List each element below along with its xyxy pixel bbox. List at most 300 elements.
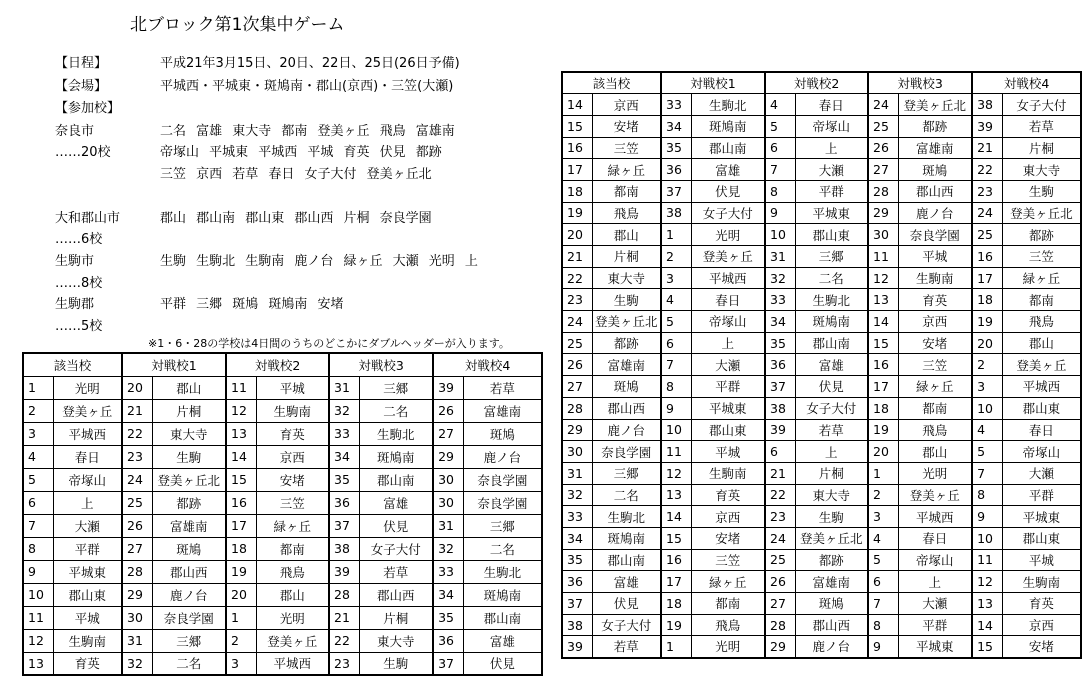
school-number: 20 xyxy=(562,224,592,246)
page-title: 北ブロック第1次集中ゲーム xyxy=(130,15,345,35)
school-number: 37 xyxy=(562,593,592,615)
school-number: 29 xyxy=(562,419,592,441)
school-name: 郡山南 xyxy=(463,606,542,629)
school-name: 富雄南 xyxy=(898,137,972,159)
school-name: 二名 xyxy=(463,537,542,560)
school-number: 28 xyxy=(562,397,592,419)
school-name: 春日 xyxy=(53,445,122,468)
table-row xyxy=(562,289,1081,311)
school-number: 4 xyxy=(661,289,691,311)
school-number: 31 xyxy=(765,246,795,268)
school-name: 登美ヶ丘 xyxy=(1002,354,1081,376)
school-name: 二名 xyxy=(152,652,226,675)
school-name: 平城西 xyxy=(256,652,329,675)
school-number: 28 xyxy=(765,614,795,636)
school-name: 生駒北 xyxy=(795,289,868,311)
school-name: 奈良学園 xyxy=(463,468,542,491)
school-name: 平城 xyxy=(691,441,765,463)
table-row xyxy=(562,224,1081,246)
school-name: 京西 xyxy=(1002,614,1081,636)
school-name: 光明 xyxy=(691,224,765,246)
school-name: 郡山東 xyxy=(691,419,765,441)
school-number: 6 xyxy=(23,491,53,514)
school-name: 東大寺 xyxy=(359,629,433,652)
school-number: 27 xyxy=(868,159,898,181)
school-number: 32 xyxy=(562,484,592,506)
school-number: 19 xyxy=(972,311,1002,333)
school-name: 生駒 xyxy=(592,289,661,311)
school-number: 10 xyxy=(972,527,1002,549)
school-name: 郡山 xyxy=(152,376,226,399)
school-number: 35 xyxy=(433,606,463,629)
matchup-table-right xyxy=(561,71,1082,659)
school-number: 7 xyxy=(23,514,53,537)
school-number: 28 xyxy=(868,180,898,202)
table-row xyxy=(562,354,1081,376)
school-number: 19 xyxy=(661,614,691,636)
school-name: 上 xyxy=(53,491,122,514)
venue-label: 【会場】 xyxy=(55,79,108,94)
school-name: 奈良学園 xyxy=(463,491,542,514)
school-number: 5 xyxy=(661,311,691,333)
school-name: 帝塚山 xyxy=(1002,441,1081,463)
school-name: 生駒南 xyxy=(256,399,329,422)
table-row xyxy=(562,462,1081,484)
school-name: 上 xyxy=(691,332,765,354)
school-number: 16 xyxy=(562,137,592,159)
school-name: 都跡 xyxy=(592,332,661,354)
table-row xyxy=(562,202,1081,224)
school-number: 14 xyxy=(562,94,592,116)
table-row xyxy=(23,491,542,514)
school-number: 35 xyxy=(329,468,359,491)
school-number: 34 xyxy=(562,527,592,549)
school-list-line: 帝塚山 平城東 平城西 平城 育英 伏見 都跡 xyxy=(160,145,442,160)
school-name: 平群 xyxy=(1002,484,1081,506)
school-number: 9 xyxy=(23,560,53,583)
school-name: 斑鳩 xyxy=(463,422,542,445)
school-number: 29 xyxy=(433,445,463,468)
schedule-value: 平成21年3月15日、20日、22日、25日(26日予備) xyxy=(160,56,460,71)
school-name: 平城 xyxy=(256,376,329,399)
school-number: 38 xyxy=(329,537,359,560)
school-name: 京西 xyxy=(592,94,661,116)
matchup-table-left xyxy=(22,352,543,676)
school-number: 32 xyxy=(329,399,359,422)
school-number: 7 xyxy=(765,159,795,181)
school-name: 緑ヶ丘 xyxy=(592,159,661,181)
school-name: 生駒北 xyxy=(359,422,433,445)
school-number: 4 xyxy=(868,527,898,549)
school-name: 飛鳥 xyxy=(691,614,765,636)
school-name: 若草 xyxy=(1002,115,1081,137)
table-row xyxy=(23,399,542,422)
school-number: 23 xyxy=(122,445,152,468)
school-name: 斑鳩 xyxy=(152,537,226,560)
school-name: 生駒 xyxy=(795,506,868,528)
school-name: 安堵 xyxy=(898,332,972,354)
school-name: 上 xyxy=(795,441,868,463)
school-name: 三笠 xyxy=(592,137,661,159)
school-number: 38 xyxy=(562,614,592,636)
school-name: 奈良学園 xyxy=(592,441,661,463)
school-number: 6 xyxy=(765,441,795,463)
school-name: 三笠 xyxy=(1002,246,1081,268)
school-name: 斑鳩南 xyxy=(795,311,868,333)
school-name: 平城西 xyxy=(898,506,972,528)
school-number: 25 xyxy=(765,549,795,571)
school-name: 大瀬 xyxy=(53,514,122,537)
school-name: 富雄南 xyxy=(592,354,661,376)
school-name: 鹿ノ台 xyxy=(795,636,868,658)
school-name: 片桐 xyxy=(592,246,661,268)
school-name: 平城東 xyxy=(898,636,972,658)
school-number: 29 xyxy=(868,202,898,224)
school-name: 女子大付 xyxy=(795,397,868,419)
school-number: 17 xyxy=(661,571,691,593)
school-number: 28 xyxy=(122,560,152,583)
school-number: 15 xyxy=(661,527,691,549)
school-number: 11 xyxy=(868,246,898,268)
table-row xyxy=(23,468,542,491)
school-number: 11 xyxy=(226,376,256,399)
school-name: 伏見 xyxy=(592,593,661,615)
header-row xyxy=(562,72,1081,94)
school-name: 三笠 xyxy=(691,549,765,571)
school-name: 都南 xyxy=(691,593,765,615)
school-name: 東大寺 xyxy=(1002,159,1081,181)
city-nara: 奈良市 xyxy=(55,124,95,139)
school-number: 4 xyxy=(765,94,795,116)
school-name: 緑ヶ丘 xyxy=(691,571,765,593)
table-row xyxy=(562,614,1081,636)
participants-label: 【参加校】 xyxy=(55,101,121,116)
school-number: 39 xyxy=(972,115,1002,137)
school-list-line: 生駒 生駒北 生駒南 鹿ノ台 緑ヶ丘 大瀬 光明 上 xyxy=(160,254,478,269)
school-number: 3 xyxy=(661,267,691,289)
school-name: 三郷 xyxy=(592,462,661,484)
school-number: 39 xyxy=(433,376,463,399)
school-number: 24 xyxy=(562,311,592,333)
school-number: 5 xyxy=(972,441,1002,463)
school-name: 都南 xyxy=(898,397,972,419)
school-number: 15 xyxy=(972,636,1002,658)
school-number: 33 xyxy=(329,422,359,445)
school-name: 緑ヶ丘 xyxy=(256,514,329,537)
school-number: 18 xyxy=(972,289,1002,311)
school-number: 18 xyxy=(562,180,592,202)
school-number: 3 xyxy=(868,506,898,528)
header-row xyxy=(23,353,542,376)
school-number: 33 xyxy=(562,506,592,528)
school-name: 二名 xyxy=(795,267,868,289)
school-name: 鹿ノ台 xyxy=(898,202,972,224)
school-number: 20 xyxy=(226,583,256,606)
school-number: 37 xyxy=(329,514,359,537)
school-name: 大瀬 xyxy=(1002,462,1081,484)
doubleheader-note: ※1・6・28の学校は4日間のうちのどこかにダブルヘッダーが入ります。 xyxy=(148,337,510,350)
school-name: 飛鳥 xyxy=(1002,311,1081,333)
school-name: 郡山東 xyxy=(53,583,122,606)
table-row xyxy=(562,267,1081,289)
column-header: 対戦校1 xyxy=(122,353,226,376)
schedule-label: 【日程】 xyxy=(55,56,108,71)
school-number: 29 xyxy=(765,636,795,658)
school-number: 32 xyxy=(433,537,463,560)
school-name: 安堵 xyxy=(691,527,765,549)
school-name: 平城東 xyxy=(691,397,765,419)
school-number: 7 xyxy=(868,593,898,615)
column-header: 対戦校1 xyxy=(661,72,765,94)
school-number: 30 xyxy=(122,606,152,629)
school-number: 27 xyxy=(122,537,152,560)
school-name: 郡山西 xyxy=(592,397,661,419)
school-name: 帝塚山 xyxy=(898,549,972,571)
school-name: 伏見 xyxy=(463,652,542,675)
school-number: 36 xyxy=(661,159,691,181)
school-number: 8 xyxy=(868,614,898,636)
table-row xyxy=(562,159,1081,181)
school-number: 10 xyxy=(765,224,795,246)
school-name: 女子大付 xyxy=(359,537,433,560)
school-name: 育英 xyxy=(1002,593,1081,615)
school-number: 27 xyxy=(765,593,795,615)
school-name: 平群 xyxy=(691,376,765,398)
school-name: 生駒北 xyxy=(592,506,661,528)
school-count: ……8校 xyxy=(55,276,103,291)
school-number: 26 xyxy=(868,137,898,159)
school-number: 30 xyxy=(868,224,898,246)
school-name: 帝塚山 xyxy=(53,468,122,491)
school-name: 富雄 xyxy=(592,571,661,593)
school-number: 12 xyxy=(661,462,691,484)
school-name: 片桐 xyxy=(1002,137,1081,159)
school-number: 23 xyxy=(972,180,1002,202)
school-number: 17 xyxy=(562,159,592,181)
school-number: 13 xyxy=(972,593,1002,615)
school-name: 春日 xyxy=(795,94,868,116)
school-number: 3 xyxy=(972,376,1002,398)
school-name: 東大寺 xyxy=(152,422,226,445)
school-name: 三郷 xyxy=(463,514,542,537)
school-number: 25 xyxy=(122,491,152,514)
school-number: 38 xyxy=(972,94,1002,116)
city-ikoma: 生駒市 xyxy=(55,254,95,269)
school-number: 15 xyxy=(868,332,898,354)
school-number: 2 xyxy=(972,354,1002,376)
school-name: 育英 xyxy=(256,422,329,445)
school-number: 37 xyxy=(433,652,463,675)
school-name: 安堵 xyxy=(256,468,329,491)
school-number: 24 xyxy=(765,527,795,549)
school-number: 35 xyxy=(661,137,691,159)
school-number: 34 xyxy=(661,115,691,137)
school-number: 33 xyxy=(433,560,463,583)
table-row xyxy=(562,593,1081,615)
school-name: 大瀬 xyxy=(898,593,972,615)
table-row xyxy=(23,652,542,675)
school-number: 11 xyxy=(23,606,53,629)
school-name: 春日 xyxy=(898,527,972,549)
school-number: 22 xyxy=(329,629,359,652)
school-number: 15 xyxy=(226,468,256,491)
school-name: 平城 xyxy=(898,246,972,268)
school-name: 登美ヶ丘 xyxy=(691,246,765,268)
school-name: 伏見 xyxy=(359,514,433,537)
school-name: 登美ヶ丘 xyxy=(53,399,122,422)
school-number: 36 xyxy=(433,629,463,652)
school-name: 育英 xyxy=(53,652,122,675)
school-name: 生駒北 xyxy=(691,94,765,116)
school-name: 安堵 xyxy=(592,115,661,137)
school-number: 36 xyxy=(562,571,592,593)
school-number: 14 xyxy=(661,506,691,528)
table-header xyxy=(23,353,542,376)
school-name: 郡山東 xyxy=(795,224,868,246)
school-name: 都跡 xyxy=(1002,224,1081,246)
school-name: 三笠 xyxy=(256,491,329,514)
school-number: 13 xyxy=(868,289,898,311)
school-number: 9 xyxy=(765,202,795,224)
school-name: 登美ヶ丘北 xyxy=(592,311,661,333)
school-number: 3 xyxy=(23,422,53,445)
school-name: 東大寺 xyxy=(795,484,868,506)
school-name: 富雄 xyxy=(359,491,433,514)
school-number: 18 xyxy=(661,593,691,615)
school-number: 24 xyxy=(868,94,898,116)
school-number: 8 xyxy=(972,484,1002,506)
city-ikoma-gun: 生駒郡 xyxy=(55,297,95,312)
table-row xyxy=(562,115,1081,137)
school-name: 女子大付 xyxy=(592,614,661,636)
school-name: 片桐 xyxy=(359,606,433,629)
school-number: 1 xyxy=(661,636,691,658)
school-number: 26 xyxy=(765,571,795,593)
school-name: 登美ヶ丘北 xyxy=(795,527,868,549)
school-name: 登美ヶ丘北 xyxy=(1002,202,1081,224)
school-name: 若草 xyxy=(592,636,661,658)
school-number: 30 xyxy=(562,441,592,463)
school-name: 郡山東 xyxy=(1002,397,1081,419)
school-name: 生駒南 xyxy=(691,462,765,484)
school-number: 21 xyxy=(562,246,592,268)
school-number: 31 xyxy=(122,629,152,652)
school-number: 18 xyxy=(868,397,898,419)
school-name: 安堵 xyxy=(1002,636,1081,658)
school-list-line: 平群 三郷 斑鳩 斑鳩南 安堵 xyxy=(160,297,344,312)
school-name: 生駒 xyxy=(359,652,433,675)
school-name: 登美ヶ丘北 xyxy=(152,468,226,491)
school-name: 帝塚山 xyxy=(691,311,765,333)
school-name: 春日 xyxy=(691,289,765,311)
table-row xyxy=(23,583,542,606)
school-name: 斑鳩南 xyxy=(463,583,542,606)
school-name: 生駒南 xyxy=(1002,571,1081,593)
school-number: 14 xyxy=(972,614,1002,636)
table-row xyxy=(562,571,1081,593)
school-name: 鹿ノ台 xyxy=(463,445,542,468)
school-name: 平城東 xyxy=(53,560,122,583)
table-row xyxy=(562,484,1081,506)
school-number: 5 xyxy=(765,115,795,137)
school-number: 26 xyxy=(122,514,152,537)
school-name: 平群 xyxy=(53,537,122,560)
table-row xyxy=(562,180,1081,202)
school-name: 平城西 xyxy=(1002,376,1081,398)
school-name: 京西 xyxy=(691,506,765,528)
school-name: 平城西 xyxy=(53,422,122,445)
school-number: 12 xyxy=(23,629,53,652)
column-header: 対戦校2 xyxy=(765,72,868,94)
school-name: 都南 xyxy=(1002,289,1081,311)
school-name: 奈良学園 xyxy=(898,224,972,246)
school-number: 34 xyxy=(433,583,463,606)
school-number: 31 xyxy=(329,376,359,399)
school-number: 30 xyxy=(433,491,463,514)
school-number: 1 xyxy=(661,224,691,246)
school-number: 23 xyxy=(765,506,795,528)
school-count: ……20校 xyxy=(55,145,111,160)
school-number: 18 xyxy=(226,537,256,560)
table-row xyxy=(23,514,542,537)
school-number: 2 xyxy=(226,629,256,652)
school-number: 21 xyxy=(972,137,1002,159)
table-row xyxy=(562,441,1081,463)
school-name: 登美ヶ丘 xyxy=(256,629,329,652)
school-name: 郡山西 xyxy=(152,560,226,583)
school-name: 都跡 xyxy=(152,491,226,514)
school-number: 1 xyxy=(868,462,898,484)
school-name: 生駒北 xyxy=(463,560,542,583)
column-header: 対戦校3 xyxy=(868,72,972,94)
school-number: 22 xyxy=(562,267,592,289)
school-number: 13 xyxy=(23,652,53,675)
school-number: 38 xyxy=(661,202,691,224)
city-yamatokoriyama: 大和郡山市 xyxy=(55,211,121,226)
school-name: 郡山南 xyxy=(592,549,661,571)
school-name: 登美ヶ丘 xyxy=(898,484,972,506)
school-number: 14 xyxy=(868,311,898,333)
school-name: 都跡 xyxy=(898,115,972,137)
column-header: 該当校 xyxy=(562,72,661,94)
school-name: 平城 xyxy=(53,606,122,629)
school-name: 育英 xyxy=(691,484,765,506)
school-name: 飛鳥 xyxy=(898,419,972,441)
school-name: 斑鳩南 xyxy=(592,527,661,549)
school-number: 16 xyxy=(972,246,1002,268)
school-count: ……6校 xyxy=(55,232,103,247)
school-number: 22 xyxy=(765,484,795,506)
school-number: 9 xyxy=(972,506,1002,528)
column-header: 対戦校3 xyxy=(329,353,433,376)
school-name: 若草 xyxy=(359,560,433,583)
school-number: 33 xyxy=(765,289,795,311)
school-number: 12 xyxy=(972,571,1002,593)
table-row xyxy=(562,311,1081,333)
school-name: 生駒 xyxy=(152,445,226,468)
school-number: 17 xyxy=(868,376,898,398)
school-number: 1 xyxy=(226,606,256,629)
school-number: 2 xyxy=(23,399,53,422)
school-number: 28 xyxy=(329,583,359,606)
table-row xyxy=(23,560,542,583)
school-number: 25 xyxy=(868,115,898,137)
school-number: 16 xyxy=(661,549,691,571)
table-row xyxy=(562,549,1081,571)
school-name: 三笠 xyxy=(898,354,972,376)
school-number: 23 xyxy=(562,289,592,311)
school-number: 25 xyxy=(972,224,1002,246)
